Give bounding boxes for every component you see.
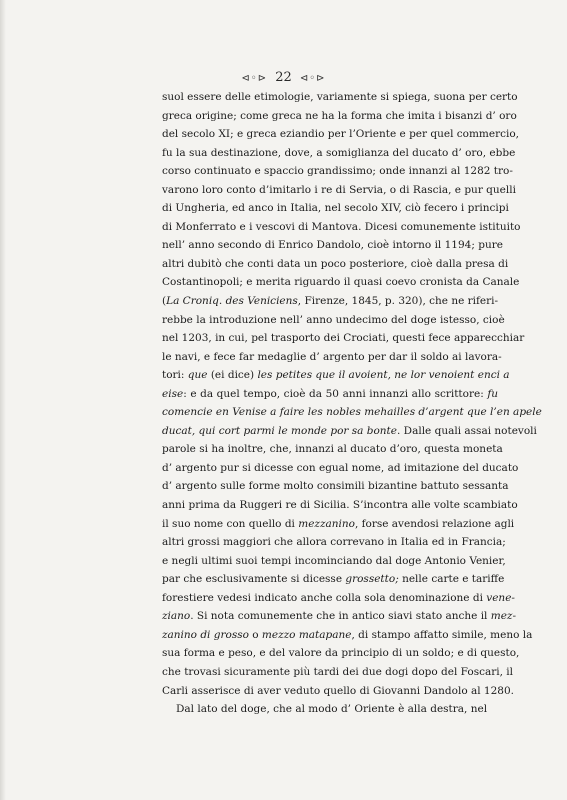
text-line (162, 403, 542, 422)
body-text (162, 88, 542, 719)
text-run: del secolo XI; e greca eziandio per l’Oriente e per quel commercio, (162, 128, 520, 141)
text-line (162, 440, 503, 459)
text-run: , di stampo affatto simile, meno la (351, 628, 533, 641)
text-run: tori: (162, 369, 188, 382)
italic-text: mezzo matapane (261, 628, 352, 641)
italic-text: mez- (490, 610, 517, 623)
text-run: che trovasi sicuramente più tardi dei due dogi dopo del Foscari, il (162, 665, 514, 678)
italic-text: comencie en Venise a faire les nobles mehailles d’argent que l’en apele (162, 406, 542, 419)
text-line (162, 607, 517, 626)
text-run: le navi, e fece far medaglie d’ argento per dar il soldo ai lavora- (162, 350, 502, 363)
text-line (162, 107, 517, 126)
text-line (162, 477, 509, 496)
text-run: Dal lato del doge, che al modo d’ Oriente è alla destra, nel (176, 703, 488, 716)
text-run: suol essere delle etimologie, variamente si spiega, suona per certo (162, 91, 518, 103)
text-line (162, 626, 533, 645)
text-run: , forse avendosi relazione agli (354, 517, 515, 530)
text-line (162, 422, 537, 441)
text-line (162, 273, 520, 292)
text-line (162, 459, 519, 478)
text-run: parole si ha inoltre, che, innanzi al ducato d’oro, questa moneta (162, 443, 503, 456)
text-line (162, 255, 509, 274)
text-line (162, 181, 516, 200)
text-line (162, 515, 515, 534)
text-line (162, 682, 514, 701)
text-line (162, 199, 509, 218)
text-line (162, 144, 516, 163)
italic-text: eise (162, 387, 184, 400)
text-line (162, 589, 515, 608)
text-line (162, 700, 498, 719)
text-line (162, 348, 502, 367)
italic-text: les petites que il avoient, ne lor venoient enci a (257, 369, 510, 382)
text-run: di Ungheria, ed anco in Italia, nel secolo XIV, ciò fecero i principi (162, 202, 509, 215)
italic-text: La Croniq. des Veniciens (166, 295, 298, 308)
text-run: corso continuato e spaccio grandissimo; onde innanzi al 1282 tro- (162, 165, 513, 178)
text-line (162, 552, 506, 571)
text-run: di Monferrato e i vescovi di Mantova. Dicesi comunemente istituito (162, 220, 521, 233)
italic-text: zanino di grosso (162, 628, 249, 641)
text-line (162, 366, 510, 385)
italic-text: que (187, 369, 208, 382)
text-line (162, 533, 506, 552)
text-run: e negli ultimi suoi tempi incominciando dal doge Antonio Venier, (162, 554, 506, 567)
italic-text: mezzanino (298, 517, 355, 530)
text-run: Costantinopoli; e merita riguardo il quasi coevo cronista da Canale (162, 276, 520, 289)
text-run: par che esclusivamente si dicesse (162, 573, 346, 586)
text-run: anni prima da Ruggeri re di Sicilia. S’incontra alle volte scambiato (162, 499, 518, 512)
text-run: sua forma e peso, e del valore da principio di un soldo; e di questo, (162, 647, 520, 660)
text-run: (ei dice) (207, 369, 258, 382)
text-run: altri dubitò che conti data un poco posteriore, cioè dalla presa di (162, 257, 509, 270)
page-header (0, 70, 567, 87)
text-run: o (248, 628, 262, 641)
text-run: rebbe la introduzione nell’ anno undecimo del doge istesso, cioè (162, 313, 505, 326)
text-line (162, 311, 505, 330)
text-run: nell’ anno secondo di Enrico Dandolo, cioè intorno il 1194; pure (162, 239, 503, 252)
text-line (162, 385, 498, 404)
italic-text: ducat, qui cort parmi le monde por sa bonte (162, 424, 397, 437)
text-line (162, 663, 514, 682)
text-line (162, 329, 525, 348)
text-run: greca origine; come greca ne ha la forma che imita i bisanzi d’ oro (162, 109, 517, 122)
page-edge-shadow (0, 0, 6, 800)
text-run: fu la sua destinazione, dove, a somiglianza del ducato d’ oro, ebbe (162, 146, 516, 159)
text-run: nelle carte e tariffe (398, 573, 505, 586)
text-line (162, 570, 505, 589)
text-run: : e da quel tempo, cioè da 50 anni innanzi allo scrittore: (183, 387, 488, 400)
text-run: . Si nota comunemente che in antico siavi stato anche il (190, 610, 491, 623)
italic-text: ziano (162, 610, 191, 623)
text-line (162, 218, 521, 237)
text-line (162, 162, 513, 181)
text-run: varono loro conto d’imitarlo i re di Servia, o di Rascia, e pur quelli (162, 183, 516, 196)
text-line (162, 644, 520, 663)
text-run: altri grossi maggiori che allora correvano in Italia ed in Francia; (162, 536, 506, 549)
text-run: . Dalle quali assai notevoli (396, 424, 537, 437)
text-run: , Firenze, 1845, p. 320), che ne riferi- (297, 295, 499, 308)
text-run: nel 1203, in cui, pel trasporto dei Crociati, questi fece apparecchiar (162, 332, 525, 345)
italic-text: grossetto; (345, 573, 399, 586)
ornament-left-icon: ⊲◦⊳ (241, 73, 268, 84)
text-line (162, 88, 518, 107)
text-run: ( (162, 295, 167, 308)
italic-text: fu (487, 387, 498, 400)
text-run: d’ argento sulle forme molto consimili bizantine battuto sessanta (162, 480, 509, 493)
text-line (162, 496, 518, 515)
text-line (162, 292, 498, 311)
text-run: il suo nome con quello di (162, 517, 299, 530)
italic-text: vene- (486, 591, 515, 604)
ornament-right-icon: ⊲◦⊳ (299, 73, 326, 84)
page-number: 22 (275, 70, 292, 85)
text-run: Carli asserisce di aver veduto quello di Giovanni Dandolo al 1280. (162, 684, 514, 697)
text-run: forestiere vedesi indicato anche colla sola denominazione di (162, 591, 487, 604)
text-line (162, 125, 520, 144)
text-run: d’ argento pur si dicesse con egual nome, ad imitazione del ducato (162, 461, 519, 474)
text-line (162, 236, 503, 255)
